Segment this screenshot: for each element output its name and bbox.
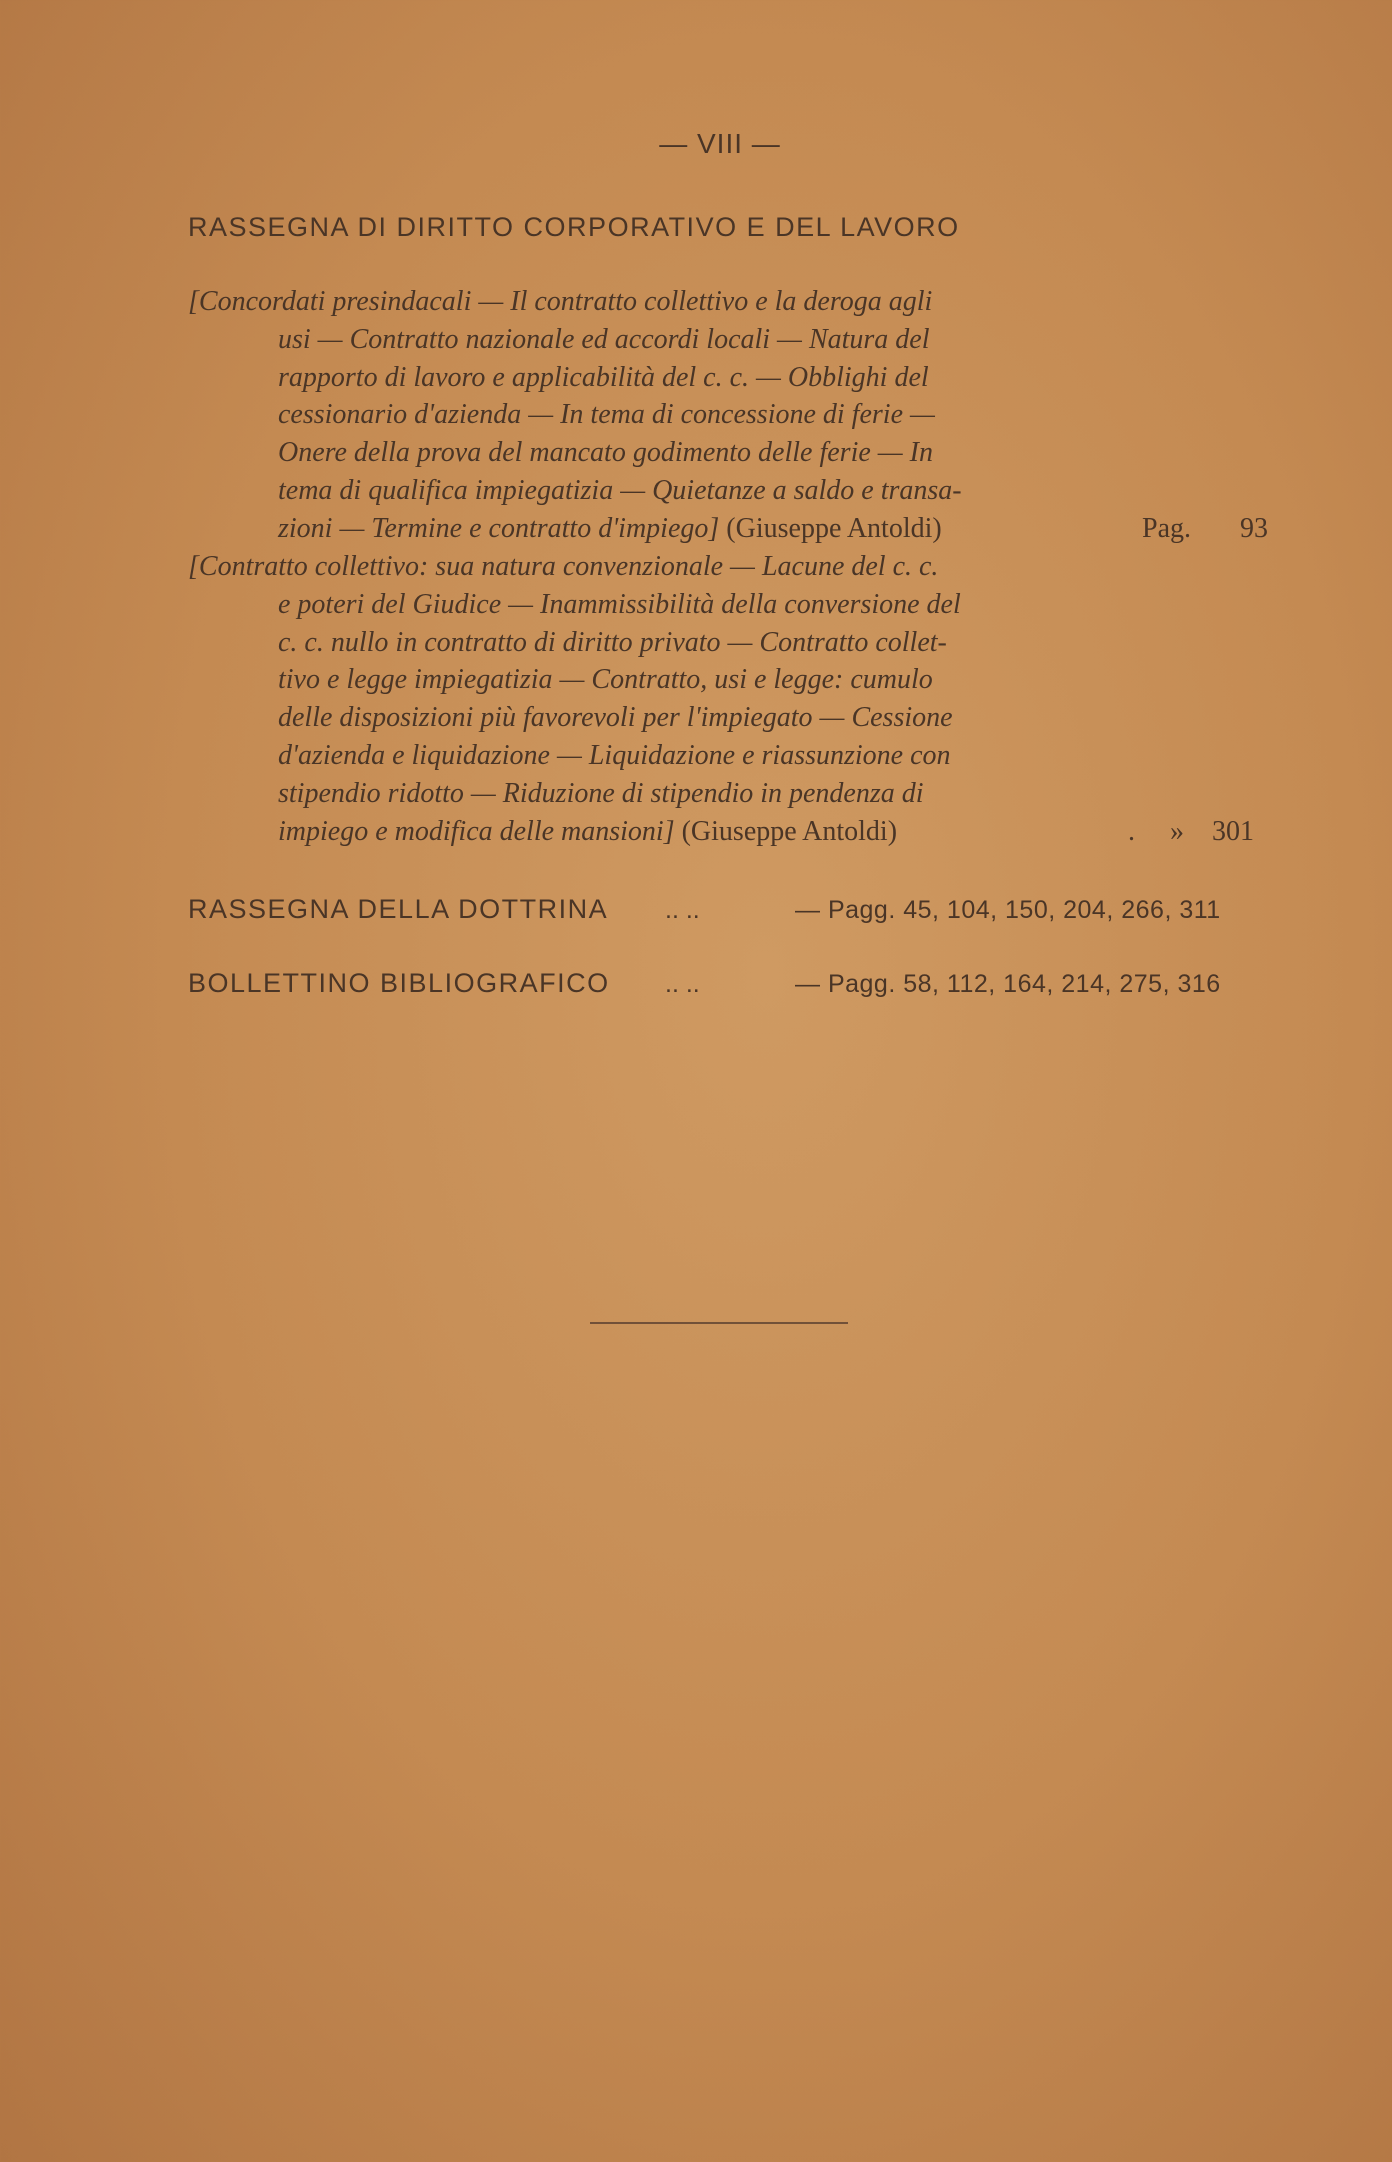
entry-line: [Contratto collettivo: sua natura convenzionale — Lacune del c. c. — [188, 551, 939, 582]
entry-line: delle disposizioni più favorevoli per l'impiegato — Cessione — [278, 702, 953, 734]
entry-line: usi — Contratto nazionale ed accordi locali — Natura del — [278, 323, 930, 355]
entry-concordati — [188, 283, 1268, 548]
end-rule — [590, 1322, 848, 1324]
entry-last-line — [188, 510, 1268, 548]
entry-author: (Giuseppe Antoldi) — [681, 815, 898, 847]
entry-page-ref — [1142, 510, 1268, 548]
entry-line: [Concordati presindacali — Il contratto collettivo e la deroga agli — [188, 286, 933, 317]
entry-line: e poteri del Giudice — Inammissibilità della conversione del — [278, 588, 961, 620]
entry-last-line — [188, 813, 1268, 851]
entry-line: cessionario d'azienda — In tema di concessione di ferie — — [278, 399, 935, 431]
section-leader-dots: .. .. — [665, 970, 700, 998]
entry-text: impiego e modifica delle mansioni] — [278, 815, 675, 847]
page-value: 93 — [1240, 512, 1268, 544]
section-leader-dots: .. .. — [665, 896, 700, 924]
entry-page-ref — [1128, 813, 1254, 851]
section-pages: — Pagg. 45, 104, 150, 204, 266, 311 — [795, 896, 1221, 924]
entry-line: tema di qualifica impiegatizia — Quietanze a saldo e transa- — [278, 474, 962, 506]
entry-contratto-collettivo — [188, 548, 1268, 850]
page-label: Pag. — [1142, 512, 1191, 544]
entry-line: stipendio ridotto — Riduzione di stipendio in pendenza di — [278, 777, 924, 809]
section-title-bollettino: BOLLETTINO BIBLIOGRAFICO — [188, 968, 610, 998]
page-label: . » — [1128, 815, 1184, 847]
section-title-dottrina: RASSEGNA DELLA DOTTRINA — [188, 894, 609, 924]
entry-text: zioni — Termine e contratto d'impiego] — [278, 512, 720, 544]
page-number: — VIII — — [659, 128, 781, 159]
entry-line: Onere della prova del mancato godimento delle ferie — In — [278, 437, 933, 469]
page-value: 301 — [1212, 815, 1254, 847]
section-title-diritto-corporativo: RASSEGNA DI DIRITTO CORPORATIVO E DEL LAVORO — [188, 212, 960, 242]
entry-author: (Giuseppe Antoldi) — [726, 512, 942, 544]
entry-line: tivo e legge impiegatizia — Contratto, usi e legge: cumulo — [278, 664, 933, 696]
entry-line: c. c. nullo in contratto di diritto privato — Contratto collet- — [278, 626, 947, 658]
entry-line: d'azienda e liquidazione — Liquidazione e riassunzione con — [278, 739, 951, 771]
section-pages: — Pagg. 58, 112, 164, 214, 275, 316 — [795, 970, 1221, 998]
entry-line: rapporto di lavoro e applicabilità del c. c. — Obblighi del — [278, 361, 929, 393]
